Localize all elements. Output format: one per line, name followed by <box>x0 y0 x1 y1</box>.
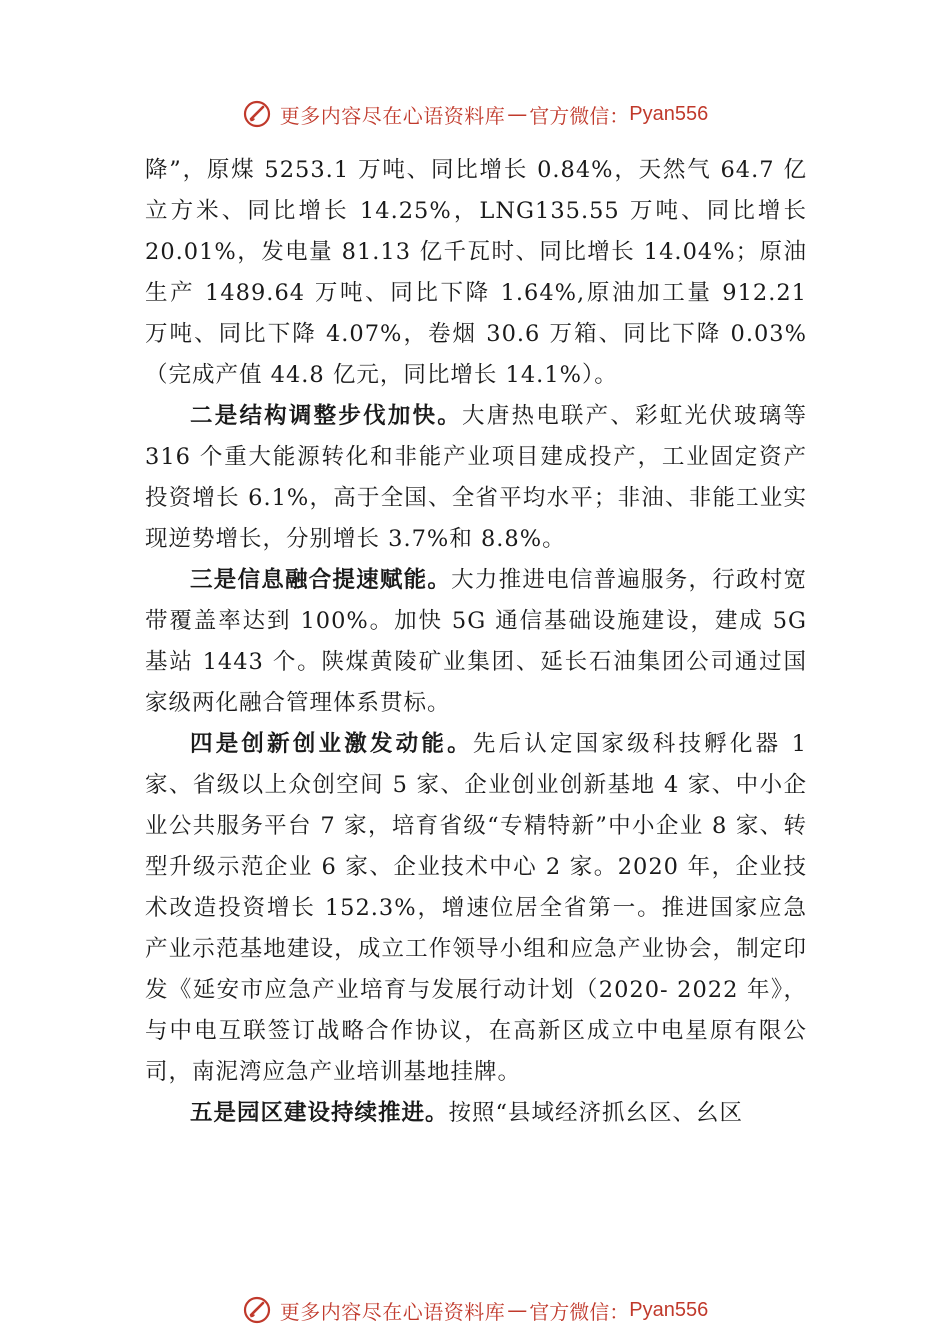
banner-wechat-label: 官方微信： <box>529 1299 630 1324</box>
paragraph-text: 大力推进电信普遍服务，行政村宽带覆盖率达到 100%。加快 5G 通信基础设施建设，建成 5G 基站 1443 个。陕煤黄陵矿业集团、延长石油集团公司通过国家级两化融合管理体系贯标。 <box>145 567 807 716</box>
paragraph-innovation <box>145 724 807 1093</box>
document-body <box>145 150 807 1134</box>
paragraph-text: 按照“县域经济抓⼳区、⼳区 <box>448 1100 744 1126</box>
paragraph-text: 降”，原煤 5253.1 万吨、同比增长 0.84%，天然气 64.7 亿立方米、同比增长 14.25%，LNG135.55 万吨、同比增长 20.01%，发电量 81.13 亿千瓦时、同比增长 14.04%；原油生产 1489.64 万吨、同比下降 1.64%,原油加工量 912.21 万吨、同比下降 4.07%，卷烟 30.6 万箱、同比下降 0.03%（完成产值 44.8 亿元，同比增长 14.1%）。 <box>145 157 807 388</box>
banner-title: 更多内容尽在心语资料库 <box>279 1299 506 1324</box>
paragraph-structure-adjustment <box>145 396 807 560</box>
brush-seal-logo-icon <box>242 99 272 129</box>
paragraph-park-construction <box>145 1093 807 1134</box>
paragraph-lead: 五是园区建设持续推进。 <box>190 1100 449 1126</box>
paragraph-lead: 四是创新创业激发动能。 <box>190 731 473 757</box>
banner-wechat-id: Pyan556 <box>629 1298 709 1321</box>
paragraph-production-stats <box>145 150 807 396</box>
brush-seal-logo-icon <box>242 1295 272 1325</box>
banner-separator: — <box>507 102 528 126</box>
paragraph-text: 大唐热电联产、彩虹光伏玻璃等 316 个重大能源转化和非能产业项目建成投产，工业固定资产投资增长 6.1%，高于全国、全省平均水平；非油、非能工业实现逆势增长，分别增长 3.7%和 8.8%。 <box>145 403 807 552</box>
footer-banner <box>0 1290 950 1330</box>
paragraph-information-integration <box>145 560 807 724</box>
paragraph-lead: 二是结构调整步伐加快。 <box>190 403 463 429</box>
banner-wechat-label: 官方微信： <box>529 103 630 128</box>
header-banner <box>0 94 950 134</box>
paragraph-text: 先后认定国家级科技孵化器 1 家、省级以上众创空间 5 家、企业创业创新基地 4 家、中小企业公共服务平台 7 家，培育省级“专精特新”中小企业 8 家、转型升级示范企业 6 家、企业技术中心 2 家。2020 年，企业技术改造投资增长 152.3%，增速位居全省第一。推进国家应急产业示范基地建设，成立工作领导小组和应急产业协会，制定印发《延安市应急产业培育与发展行动计划（2020- 2022 年》，与中电互联签订战略合作协议，在高新区成立中电星原有限公司，南泥湾应急产业培训基地挂牌。 <box>145 731 807 1085</box>
banner-wechat-id: Pyan556 <box>629 102 709 125</box>
paragraph-lead: 三是信息融合提速赋能。 <box>190 567 452 593</box>
banner-separator: — <box>507 1298 528 1322</box>
banner-title: 更多内容尽在心语资料库 <box>279 103 506 128</box>
